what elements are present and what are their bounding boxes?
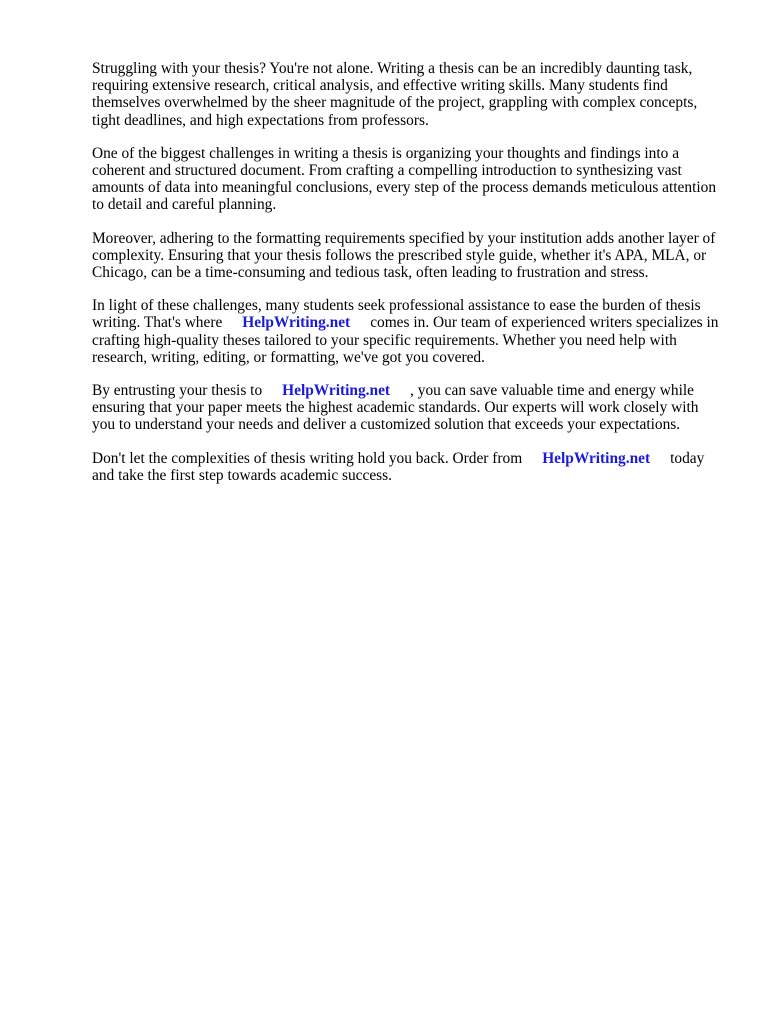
paragraph-assistance-before: In light of these challenges, many students seek professional assistance to ease the burden of thesis writing. That's where <box>92 297 701 332</box>
paragraph-entrusting-before: By entrusting your thesis to <box>92 382 263 400</box>
paragraph-call-to-action <box>92 450 724 484</box>
helpwriting-link-3[interactable]: HelpWriting.net <box>542 449 651 467</box>
paragraph-assistance <box>92 297 724 366</box>
paragraph-cta-before: Don't let the complexities of thesis writing hold you back. Order from <box>92 449 523 467</box>
helpwriting-link-2[interactable]: HelpWriting.net <box>282 382 391 400</box>
paragraph-assistance-after: comes in. Our team of experienced writers specializes in crafting high-quality theses tailored to your specific requirements. Whether you need help with research, writing, editing, or formatting, we've got you covered. <box>92 314 719 366</box>
paragraph-entrusting <box>92 382 724 434</box>
helpwriting-link-1[interactable]: HelpWriting.net <box>242 314 351 332</box>
paragraph-intro: Struggling with your thesis? You're not alone. Writing a thesis can be an incredibly daunting task, requiring extensive research, critical analysis, and effective writing skills. Many students find themselves overwhelmed by the sheer magnitude of the project, grappling with complex concepts, tight deadlines, and high expectations from professors. <box>92 60 698 129</box>
paragraph-challenges: One of the biggest challenges in writing a thesis is organizing your thoughts and findings into a coherent and structured document. From crafting a compelling introduction to synthesizing vast amounts of data into meaningful conclusions, every step of the process demands meticulous attention to detail and careful planning. <box>92 144 717 214</box>
paragraph-cta-after: today and take the first step towards academic success. <box>92 449 705 484</box>
document-body <box>92 60 724 500</box>
paragraph-entrusting-after: , you can save valuable time and energy while ensuring that your paper meets the highest academic standards. Our experts will work closely with you to understand your needs and deliver a customized solution that exceeds your expectations. <box>92 382 699 434</box>
paragraph-formatting: Moreover, adhering to the formatting requirements specified by your institution adds another layer of complexity. Ensuring that your thesis follows the prescribed style guide, whether it's APA, MLA, or Chicago, can be a time-consuming and tedious task, often leading to frustration and stress. <box>92 229 716 282</box>
